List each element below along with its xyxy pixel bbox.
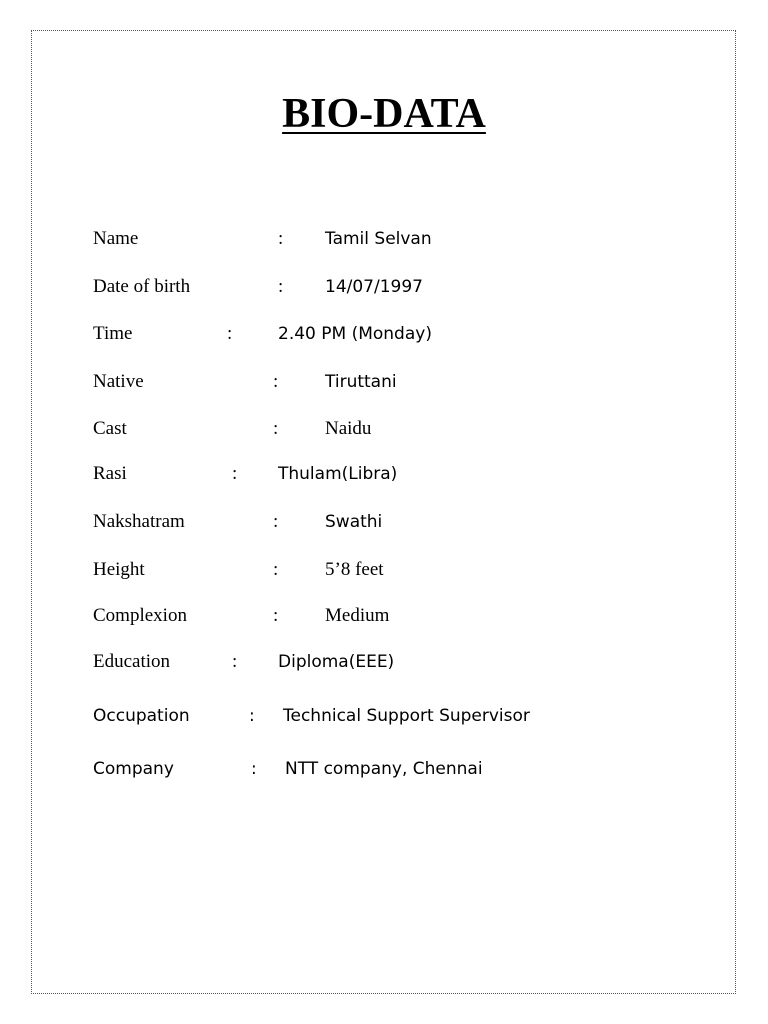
field-value: 5’8 feet [325,559,384,580]
page-title [0,88,768,140]
field-value: Thulam(Libra) [278,464,398,484]
field-row-height [0,557,768,583]
field-label: Native [93,371,144,392]
field-label: Date of birth [93,276,191,297]
field-value: Naidu [325,418,372,439]
field-label: Complexion [93,605,187,626]
field-row-company [0,756,768,782]
field-label: Cast [93,418,127,439]
field-label: Time [93,323,133,344]
field-separator: : [249,706,255,726]
page-title-text: BIO-DATA [282,91,486,137]
field-value: 14/07/1997 [325,277,423,297]
field-separator: : [278,276,284,297]
field-value: Diploma(EEE) [278,652,395,672]
field-separator: : [278,228,284,249]
field-row-native [0,369,768,395]
field-label: Occupation [93,706,190,726]
field-value: Tamil Selvan [325,229,432,249]
field-label: Education [93,651,171,672]
field-separator: : [273,418,279,439]
field-row-date-of-birth [0,274,768,300]
field-label: Height [93,559,145,580]
field-separator: : [232,463,238,484]
field-row-complexion [0,603,768,629]
field-value: 2.40 PM (Monday) [278,324,432,344]
field-label: Rasi [93,463,127,484]
field-label: Nakshatram [93,511,185,532]
field-row-rasi [0,461,768,487]
field-row-nakshatram [0,509,768,535]
field-label: Company [93,759,174,779]
field-separator: : [273,605,279,626]
field-value: Medium [325,605,390,626]
field-separator: : [273,511,279,532]
field-value: Swathi [325,512,383,532]
field-row-cast [0,416,768,442]
field-row-name [0,226,768,252]
field-label: Name [93,228,139,249]
field-row-time [0,321,768,347]
field-row-occupation [0,703,768,729]
field-value: NTT company, Chennai [285,759,483,779]
field-value: Tiruttani [325,372,397,392]
field-separator: : [232,651,238,672]
field-separator: : [273,371,279,392]
field-separator: : [227,323,233,344]
field-value: Technical Support Supervisor [283,706,530,726]
field-separator: : [273,559,279,580]
field-row-education [0,649,768,675]
field-separator: : [251,759,257,779]
